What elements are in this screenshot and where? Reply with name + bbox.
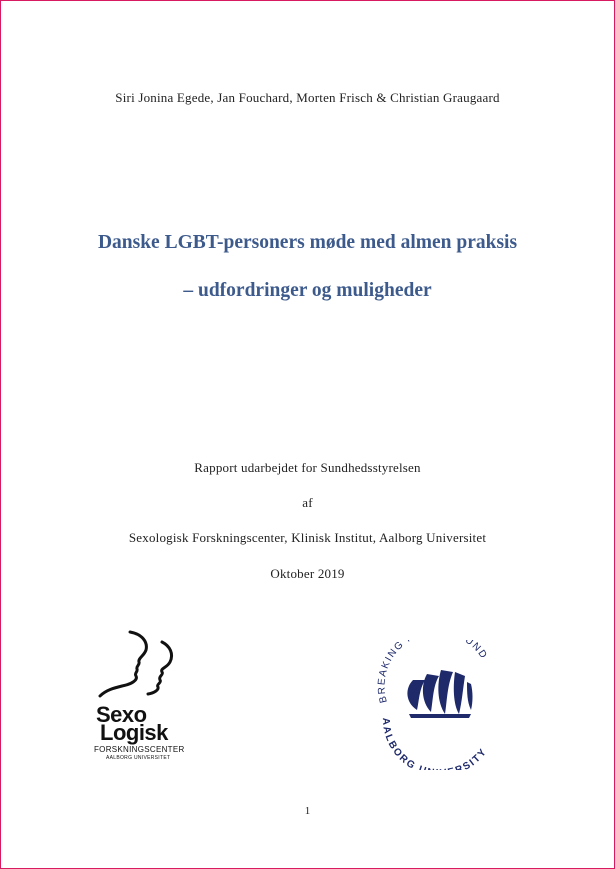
- faces-icon: [92, 628, 192, 708]
- report-prepared-for: Rapport udarbejdet for Sundhedsstyrelsen: [194, 460, 421, 475]
- aau-bottom-arc-text: AALBORG RSITY: [379, 717, 490, 770]
- page-number: 1: [304, 805, 311, 817]
- report-by: af: [302, 495, 313, 510]
- aau-logo: [365, 640, 505, 770]
- sexologisk-logo-line4: AALBORG UNIVERSITET: [106, 755, 171, 761]
- title-line-1: Danske LGBT-personers møde med almen praksis: [97, 232, 518, 253]
- sexologisk-logo-line3: FORSKNINGSCENTER: [94, 745, 185, 754]
- aau-top-arc-text: BREAKING UND: [376, 640, 490, 704]
- sexologisk-logo: [92, 628, 192, 768]
- sexologisk-logo-line1: Sexo: [96, 702, 147, 727]
- aau-seal-icon: [365, 640, 505, 770]
- report-date: Oktober 2019: [270, 566, 345, 581]
- svg-text:AALBORG UNIVERSITY: [380, 717, 490, 770]
- authors: Siri Jonina Egede, Jan Fouchard, Morten Frisch & Christian Graugaard: [115, 90, 500, 105]
- sexologisk-logo-line2: Logisk: [100, 720, 168, 745]
- title-line-2: – udfordringer og muligheder: [183, 280, 432, 301]
- report-institution: Sexologisk Forskningscenter, Klinisk Institut, Aalborg Universitet: [128, 530, 487, 545]
